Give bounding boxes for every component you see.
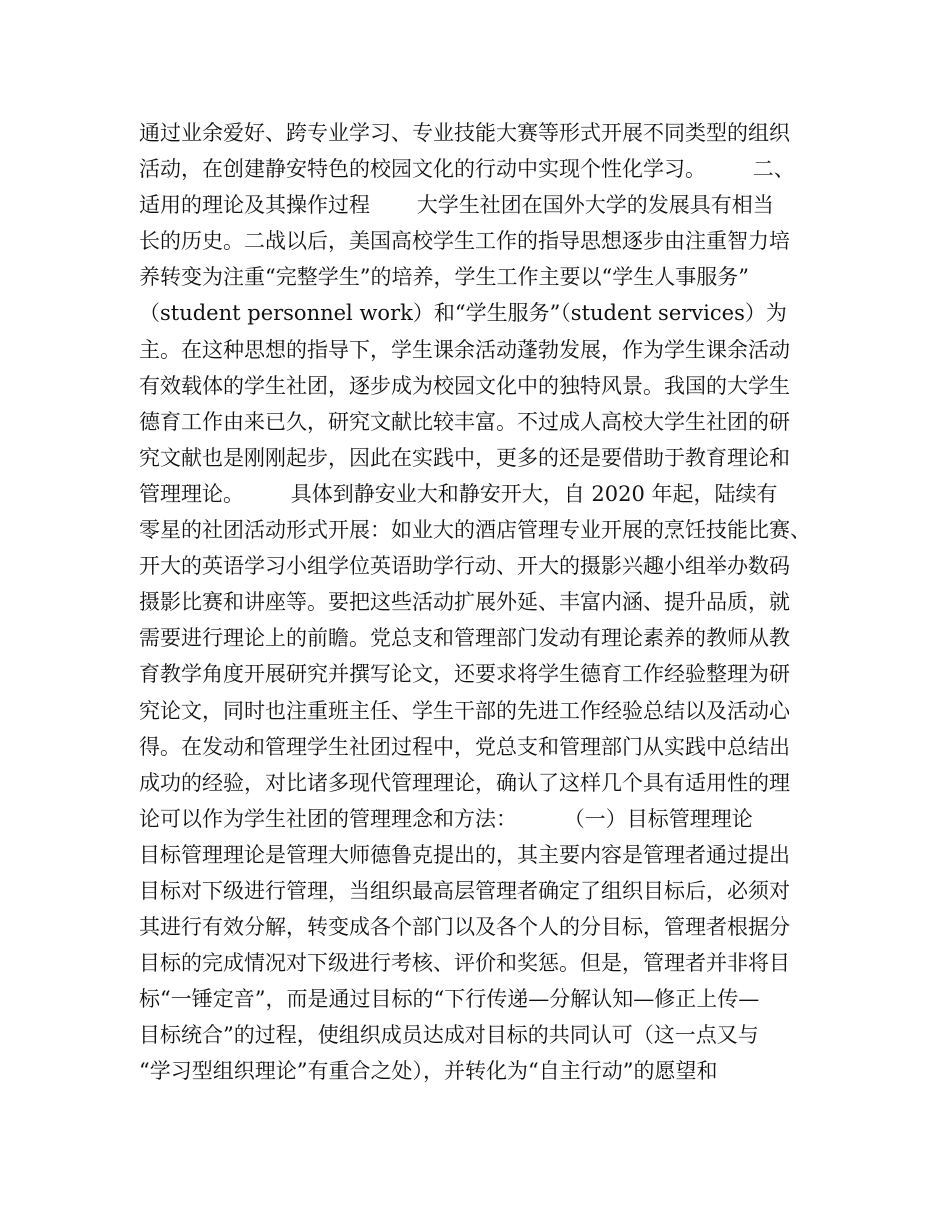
text-line: 有效载体的学生社团，逐步成为校园文化中的独特风景。我国的大学生 (139, 373, 790, 398)
text-line: 论可以作为学生社团的管理理念和方法： （一）目标管理理论 (139, 806, 753, 831)
text-line: 育教学角度开展研究并撰写论文，还要求将学生德育工作经验整理为研 (139, 662, 790, 687)
text-line: 主。在这种思想的指导下，学生课余活动蓬勃发展，作为学生课余活动 (139, 337, 790, 362)
text-line: 摄影比赛和讲座等。要把这些活动扩展外延、丰富内涵、提升品质，就 (139, 590, 790, 615)
text-line: 长的历史。二战以后，美国高校学生工作的指导思想逐步由注重智力培 (139, 229, 790, 254)
text-line: （student personnel work）和“学生服务”（student services）为 (139, 301, 787, 326)
text-line: 活动，在创建静安特色的校园文化的行动中实现个性化学习。 二、 (139, 157, 795, 182)
text-line: 目标管理理论是管理大师德鲁克提出的，其主要内容是管理者通过提出 (139, 842, 790, 867)
text-line: 零星的社团活动形式开展：如业大的酒店管理专业开展的烹饪技能比赛、 (139, 518, 811, 543)
text-line: 目标对下级进行管理，当组织最高层管理者确定了组织目标后，必须对 (139, 878, 790, 903)
text-line: 标“一锤定音”，而是通过目标的“下行传递—分解认知—修正上传— (139, 987, 760, 1012)
text-line: 需要进行理论上的前瞻。党总支和管理部门发动有理论素养的教师从教 (139, 626, 790, 651)
text-line: 开大的英语学习小组学位英语助学行动、开大的摄影兴趣小组举办数码 (139, 554, 790, 579)
text-line: 目标统合”的过程，使组织成员达成对目标的共同认可（这一点又与 (139, 1023, 759, 1048)
text-line: 管理理论。 具体到静安业大和静安开大，自 2020 年起，陆续有 (139, 481, 778, 506)
text-line: 德育工作由来已久，研究文献比较丰富。不过成人高校大学生社团的研 (139, 409, 790, 434)
text-line: 适用的理论及其操作过程 大学生社团在国外大学的发展具有相当 (139, 193, 774, 218)
body-text (139, 115, 829, 1090)
text-line: 目标的完成情况对下级进行考核、评价和奖惩。但是，管理者并非将目 (139, 951, 790, 976)
text-line: 通过业余爱好、跨专业学习、专业技能大赛等形式开展不同类型的组织 (139, 121, 790, 145)
text-line: 究文献也是刚刚起步，因此在实践中，更多的还是要借助于教育理论和 (139, 445, 790, 470)
text-line: “学习型组织理论”有重合之处），并转化为“自主行动”的愿望和 (139, 1059, 718, 1084)
text-line: 得。在发动和管理学生社团过程中，党总支和管理部门从实践中总结出 (139, 734, 790, 759)
text-line: 其进行有效分解，转变成各个部门以及各个人的分目标，管理者根据分 (139, 915, 790, 940)
text-line: 成功的经验，对比诸多现代管理理论，确认了这样几个具有适用性的理 (139, 770, 790, 795)
text-line: 究论文，同时也注重班主任、学生干部的先进工作经验总结以及活动心 (139, 698, 790, 723)
text-line: 养转变为注重“完整学生”的培养，学生工作主要以“学生人事服务” (139, 265, 749, 290)
